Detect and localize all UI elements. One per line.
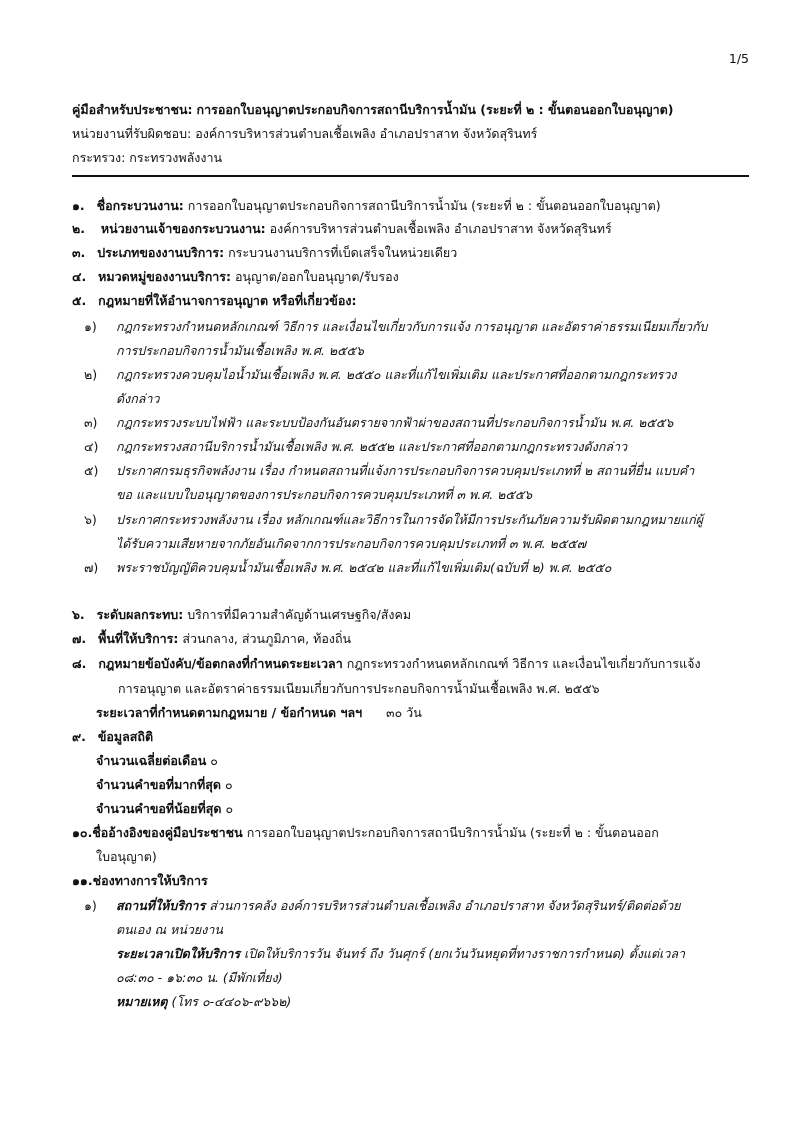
agency-line [72,125,537,143]
legal-period-value: ๓๐ วัน [386,705,422,720]
section-value: การออกใบอนุญาตประกอบกิจการสถานีบริการน้ำมัน (ระยะที่ ๒ : ขั้นตอนออก [246,825,659,840]
law-text-line: กฎกระทรวงควบคุมไอน้ำมันเชื้อเพลิง พ.ศ. ๒๕๕๐ และที่แก้ไขเพิ่มเติม และประกาศที่ออกตามกฎกระทรวง [116,367,677,382]
service-hours-label: ระยะเวลาเปิดให้บริการ [116,946,241,961]
law-text-line: ขอ และแบบใบอนุญาตของการประกอบกิจการควบคุมประเภทที่ ๓ พ.ศ. ๒๕๕๖ [116,487,533,502]
section-value: กระบวนงานบริการที่เบ็ดเสร็จในหน่วยเดียว [228,245,458,260]
section-label: หน่วยงานเจ้าของกระบวนงาน: [100,221,266,236]
section-4 [72,268,399,286]
channel-number: ๑) [84,898,97,913]
section-label: ชื่ออ้างอิงของคู่มือประชาชน [92,825,243,840]
section-value: กฎกระทรวงกำหนดหลักเกณฑ์ วิธีการ และเงื่อนไขเกี่ยวกับการแจ้ง [346,656,701,671]
section-label: พื้นที่ให้บริการ: [98,631,179,646]
manual-title-value: การออกใบอนุญาตประกอบกิจการสถานีบริการน้ำมัน (ระยะที่ ๒ : ขั้นตอนออกใบอนุญาต) [196,102,674,117]
section-11 [72,872,208,890]
section-5 [72,292,356,310]
stat-label: จำนวนคำขอที่มากที่สุด [96,777,221,792]
header-divider [72,175,749,177]
service-place-value-line2: ตนเอง ณ หน่วยงาน [116,922,223,937]
page-number: 1/5 [728,51,749,66]
law-text-line: กฎกระทรวงระบบไฟฟ้า และระบบป้องกันอันตรายจากฟ้าผ่าของสถานที่ประกอบกิจการน้ำมัน พ.ศ. ๒๕๕๖ [116,415,674,430]
section-label: กฎหมายข้อบังคับ/ข้อตกลงที่กำหนดระยะเวลา [98,656,343,671]
section-10-value-line2: ใบอนุญาต) [96,849,157,864]
law-text-line: ได้รับความเสียหายจากภัยอันเกิดจากการประกอบกิจการควบคุมประเภทที่ ๓ พ.ศ. ๒๕๕๗ [116,536,587,551]
service-hours-value: เปิดให้บริการวัน จันทร์ ถึง วันศุกร์ (ยกเว้นวันหยุดที่ทางราชการกำหนด) ตั้งแต่เวลา [244,946,686,961]
section-number: ๕. [72,293,87,308]
section-number: ๙. [72,729,86,744]
stat-average [96,752,218,770]
agency-label: หน่วยงานที่รับผิดชอบ: [72,126,192,141]
section-value: องค์การบริหารส่วนตำบลเชื้อเพลิง อำเภอปราสาท จังหวัดสุรินทร์ [269,221,612,236]
law-number: ๗) [84,560,99,575]
section-number: ๗. [72,631,87,646]
stat-min [96,800,233,818]
section-1 [72,197,661,215]
section-number: ๔. [72,269,87,284]
section-value: อนุญาต/ออกใบอนุญาต/รับรอง [235,269,399,284]
law-number: ๒) [84,367,98,382]
section-number: ๖. [72,607,85,622]
section-label: ระดับผลกระทบ: [96,607,184,622]
law-number: ๖) [84,512,97,527]
section-6 [72,606,411,624]
section-value: ส่วนกลาง, ส่วนภูมิภาค, ท้องถิ่น [182,631,352,646]
section-3 [72,244,457,262]
section-label: ชื่อกระบวนงาน: [96,198,184,213]
section-label: ประเภทของงานบริการ: [97,245,225,260]
law-text-line: กฎกระทรวงกำหนดหลักเกณฑ์ วิธีการ และเงื่อนไขเกี่ยวกับการแจ้ง การอนุญาต และอัตราค่าธรรมเนียมเกี่ยวกับ [116,319,708,334]
law-text-line: ประกาศกรมธุรกิจพลังงาน เรื่อง กำหนดสถานที่แจ้งการประกอบกิจการควบคุมประเภทที่ ๒ สถานที่ยื่น แบบคำ [116,463,695,478]
law-text-line: พระราชบัญญัติควบคุมน้ำมันเชื้อเพลิง พ.ศ. ๒๕๔๒ และที่แก้ไขเพิ่มเติม(ฉบับที่ ๒) พ.ศ. ๒๕๕๐ [116,560,612,575]
section-9 [72,728,153,746]
law-number: ๑) [84,319,97,334]
section-value: บริการที่มีความสำคัญด้านเศรษฐกิจ/สังคม [187,607,412,622]
section-number: ๒. [72,221,85,236]
section-label: หมวดหมู่ของงานบริการ: [98,269,232,284]
manual-title-label: คู่มือสำหรับประชาชน: [72,102,193,117]
stat-value: ๐ [224,777,233,792]
service-note [116,993,291,1011]
legal-period-label: ระยะเวลาที่กำหนดตามกฎหมาย / ข้อกำหนด ฯลฯ [96,705,363,720]
ministry-label: กระทรวง: [72,150,126,165]
legal-period [96,704,422,722]
service-place-label: สถานที่ให้บริการ [116,898,206,913]
section-7 [72,630,351,648]
ministry-value: กระทรวงพลังงาน [129,150,223,165]
service-hours [116,945,685,963]
section-2 [72,220,612,238]
service-note-label: หมายเหตุ [116,994,168,1009]
section-10 [72,824,659,842]
section-value: การออกใบอนุญาตประกอบกิจการสถานีบริการน้ำมัน (ระยะที่ ๒ : ขั้นตอนออกใบอนุญาต) [187,198,661,213]
section-8-value-line2: การอนุญาต และอัตราค่าธรรมเนียมเกี่ยวกับการประกอบกิจการน้ำมันเชื้อเพลิง พ.ศ. ๒๕๕๖ [118,681,600,696]
law-number: ๕) [84,463,99,478]
stat-value: ๐ [225,801,234,816]
section-label: ช่องทางการให้บริการ [92,873,208,888]
law-text-line: กฎกระทรวงสถานีบริการน้ำมันเชื้อเพลิง พ.ศ. ๒๕๕๒ และประกาศที่ออกตามกฎกระทรวงดังกล่าว [116,439,628,454]
stat-max [96,776,233,794]
law-number: ๓) [84,415,98,430]
section-number: ๑๐. [72,825,93,840]
section-number: ๑. [72,198,85,213]
section-number: ๑๑. [72,873,93,888]
section-number: ๘. [72,656,87,671]
section-label: กฎหมายที่ให้อำนาจการอนุญาต หรือที่เกี่ยวข้อง: [98,293,357,308]
manual-title [72,101,673,119]
service-place [116,897,680,915]
section-number: ๓. [72,245,86,260]
service-note-value: (โทร ๐-๔๔๐๖-๙๖๖๒) [171,994,292,1009]
stat-value: ๐ [210,753,218,768]
law-text-line: ดังกล่าว [116,391,160,406]
law-number: ๔) [84,439,99,454]
ministry-line [72,149,222,167]
service-place-value: ส่วนการคลัง องค์การบริหารส่วนตำบลเชื้อเพลิง อำเภอปราสาท จังหวัดสุรินทร์/ติดต่อด้วย [209,898,681,913]
law-text-line: ประกาศกระทรวงพลังงาน เรื่อง หลักเกณฑ์และวิธีการในการจัดให้มีการประกันภัยความรับผิดตามกฎหมายแก่ผู้ [116,512,703,527]
agency-value: องค์การบริหารส่วนตำบลเชื้อเพลิง อำเภอปราสาท จังหวัดสุรินทร์ [195,126,538,141]
stat-label: จำนวนเฉลี่ยต่อเดือน [96,753,207,768]
section-label: ข้อมูลสถิติ [97,729,154,744]
section-8 [72,655,701,673]
law-text-line: การประกอบกิจการน้ำมันเชื้อเพลิง พ.ศ. ๒๕๕๖ [116,343,364,358]
service-hours-value-line2: ๐๘:๓๐ - ๑๖:๓๐ น. (มีพักเที่ยง) [116,970,283,985]
stat-label: จำนวนคำขอที่น้อยที่สุด [96,801,222,816]
